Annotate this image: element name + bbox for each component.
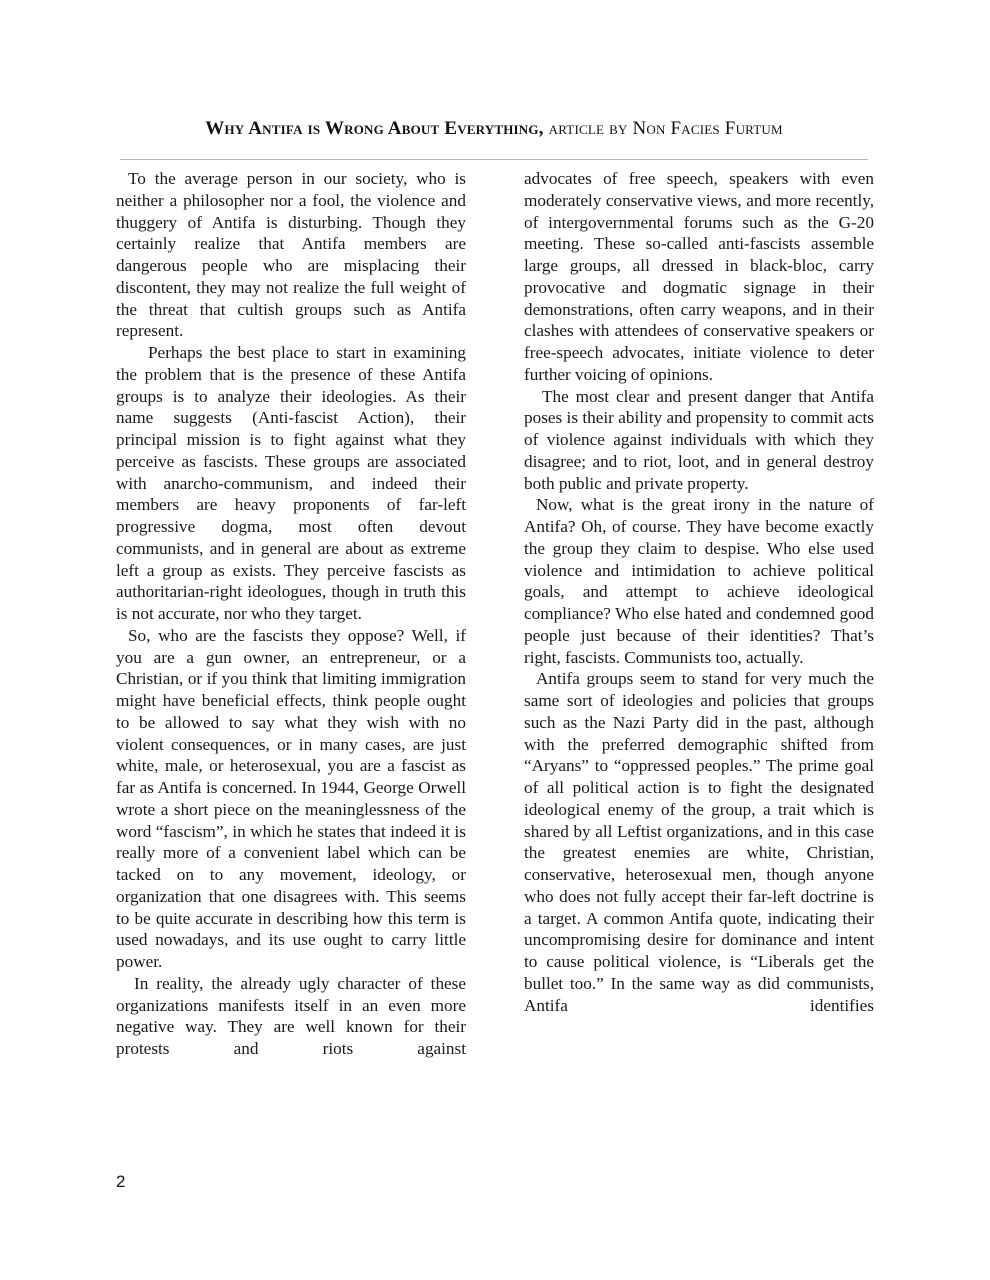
article-byline: article by Non Facies Furtum: [548, 118, 783, 139]
paragraph: advocates of free speech, speakers with even moderately conservative views, and more recently, of intergovernmental forums such as the G-20 meeting. These so-called anti-fascists assemble large groups, all dressed in black-bloc, carry provocative and dogmatic signage in their demonstrations, often carry weapons, and in their clashes with attendees of conservative speakers or free-speech advocates, initiate violence to deter further voicing of opinions.: [524, 169, 874, 384]
paragraph: Antifa groups seem to stand for very much the same sort of ideologies and policies that groups such as the Nazi Party did in the past, although with the preferred demographic shifted from “Aryans” to “oppressed peoples.” The prime goal of all political action is to fight the designated ideological enemy of the group, a trait which is shared by all Leftist organizations, and in this case the greatest enemies are white, Christian, conservative, heterosexual men, though anyone who does not fully accept their far-left doctrine is a target. A common Antifa quote, indicating their uncompromising desire for dominance and intent to cause political violence, is “Liberals get the bullet too.” In the same way as did communists, Antifa identifies: [524, 669, 874, 1015]
paragraph: So, who are the fascists they oppose? Well, if you are a gun owner, an entrepreneur, or a Christian, or if you think that limiting immigration might have beneficial effects, think people ought to be allowed to say what they wish with no violent consequences, or in many cases, are just white, male, or heterosexual, you are a fascist as far as Antifa is concerned. In 1944, George Orwell wrote a short piece on the meaninglessness of the word “fascism”, in which he states that indeed it is really more of a convenient label which can be tacked on to any movement, ideology, or organization that one disagrees with. This seems to be quite accurate in describing how this term is used nowadays, and its use ought to carry little power.: [116, 625, 466, 971]
paragraph: Perhaps the best place to start in examining the problem that is the presence of these Antifa groups is to analyze their ideologies. As their name suggests (Anti-fascist Action), their principal mission is to fight against what they perceive as fascists. These groups are associated with anarcho-communism, and indeed their members are heavy proponents of far-left progressive dogma, most often devout communists, and in general are about as extreme left a group as exists. They perceive fascists as authoritarian-right ideologues, though in truth this is not accurate, nor who they target.: [116, 343, 466, 623]
right-column: [524, 168, 874, 1016]
paragraph: The most clear and present danger that Antifa poses is their ability and propensity to commit acts of violence against individuals with which they disagree; and to riot, loot, and in general destroy both public and private property.: [524, 386, 874, 493]
page-number: 2: [116, 1172, 126, 1191]
paragraph: To the average person in our society, who is neither a philosopher nor a fool, the violence and thuggery of Antifa is disturbing. Though they certainly realize that Antifa members are dangerous people who are misplacing their discontent, they may not realize the full weight of the threat that cultish groups such as Antifa represent.: [116, 169, 466, 341]
header-divider: [120, 159, 868, 160]
paragraph: Now, what is the great irony in the nature of Antifa? Oh, of course. They have become exactly the group they claim to despise. Who else used violence and intimidation to achieve political goals, and attempt to achieve ideological compliance? Who else hated and condemned good people just because of their identities? That’s right, fascists. Communists too, actually.: [524, 495, 874, 667]
article-title: Why Antifa is Wrong About Everything,: [205, 118, 544, 139]
article-header: [118, 118, 870, 140]
left-column: [116, 168, 466, 1060]
paragraph: In reality, the already ugly character of these organizations manifests itself in an even more negative way. They are well known for their protests and riots against: [116, 973, 466, 1058]
